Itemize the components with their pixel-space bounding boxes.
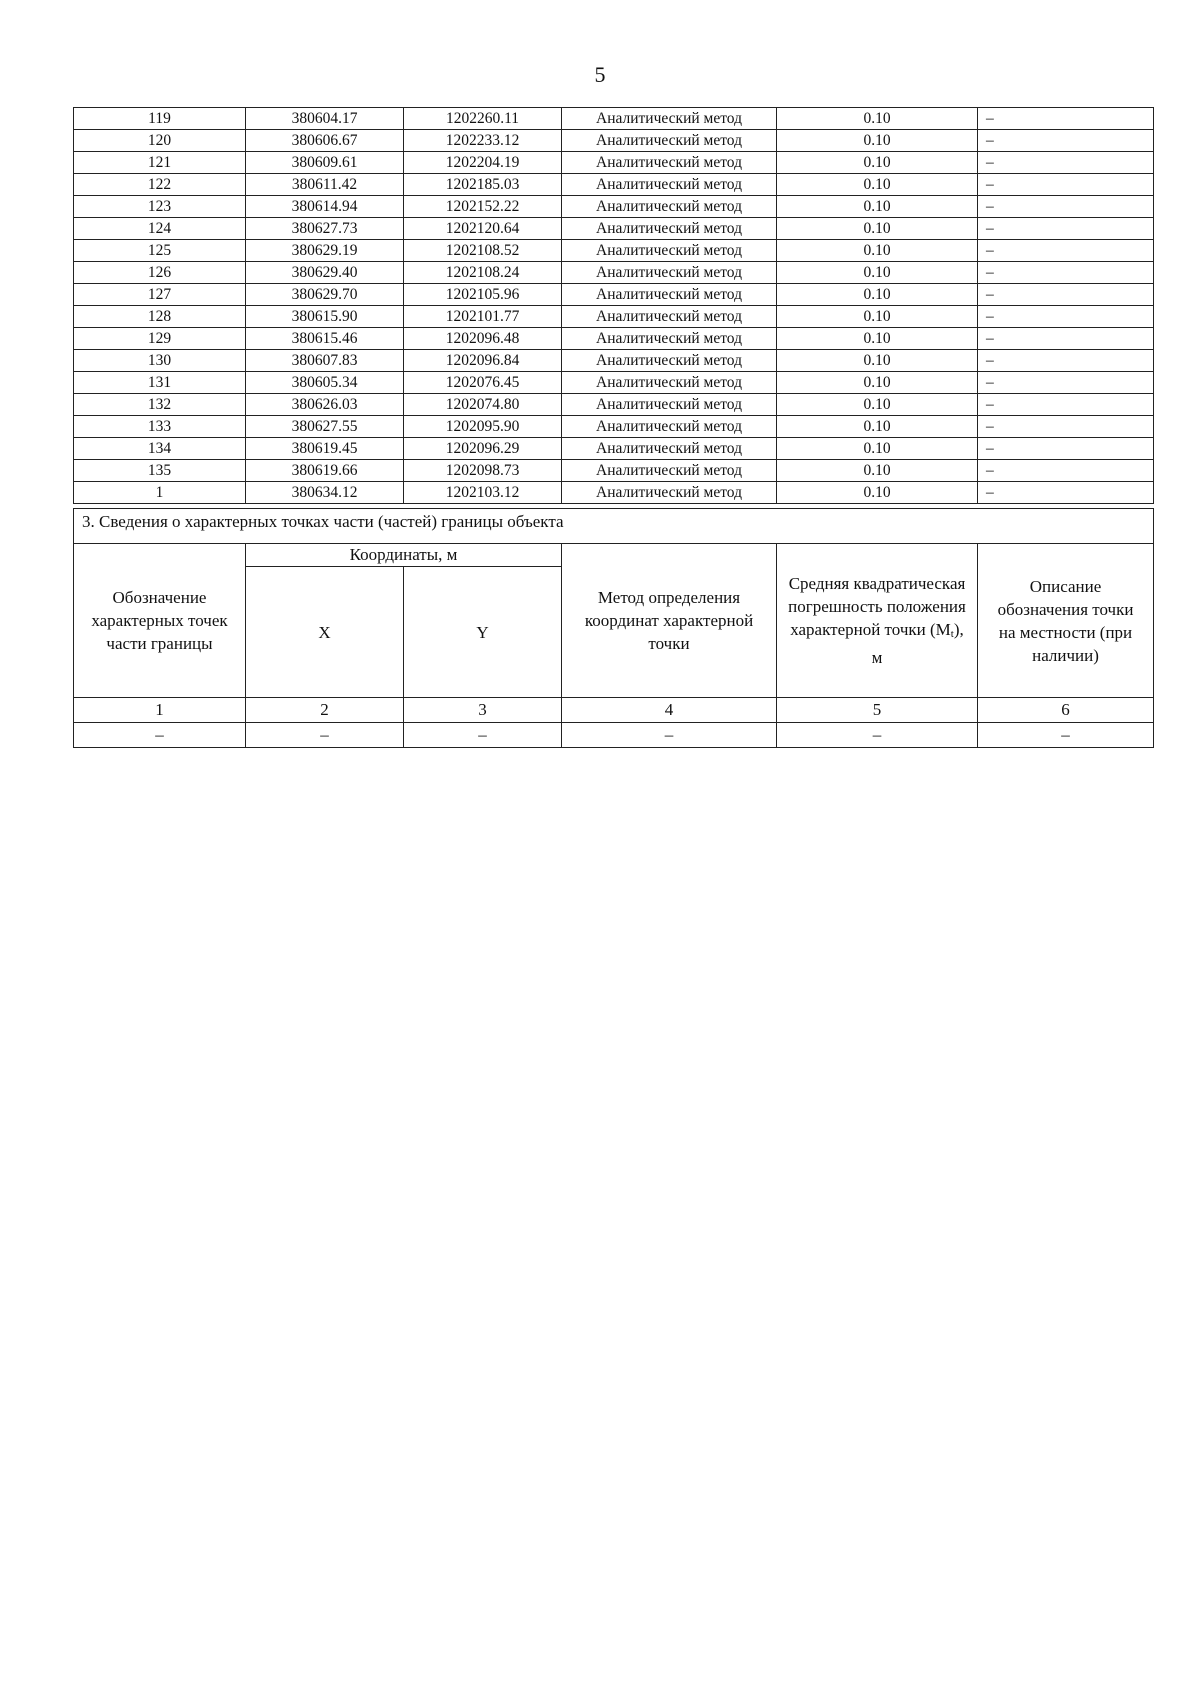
description-cell: –	[978, 240, 1154, 262]
point-number-cell: 133	[74, 416, 246, 438]
header-x: X	[246, 567, 404, 698]
point-number-cell: 125	[74, 240, 246, 262]
point-number-cell: 128	[74, 306, 246, 328]
table-row	[74, 262, 1154, 284]
description-cell: –	[978, 152, 1154, 174]
coord-y-cell: 1202185.03	[404, 174, 562, 196]
accuracy-cell: 0.10	[777, 108, 978, 130]
coord-x-cell: 380634.12	[246, 482, 404, 504]
table-row	[74, 284, 1154, 306]
method-cell: Аналитический метод	[562, 460, 777, 482]
description-cell: –	[978, 460, 1154, 482]
method-cell: Аналитический метод	[562, 284, 777, 306]
column-number: 6	[978, 698, 1154, 723]
coord-x-cell: 380606.67	[246, 130, 404, 152]
method-cell: Аналитический метод	[562, 218, 777, 240]
coord-y-cell: 1202095.90	[404, 416, 562, 438]
header-y: Y	[404, 567, 562, 698]
point-number-cell: 122	[74, 174, 246, 196]
description-cell: –	[978, 174, 1154, 196]
table-row	[74, 196, 1154, 218]
header-row-1	[74, 544, 1154, 567]
coord-x-cell: 380607.83	[246, 350, 404, 372]
header-designation: Обозначение характерных точек части границы	[74, 544, 246, 698]
accuracy-cell: 0.10	[777, 130, 978, 152]
point-number-cell: 121	[74, 152, 246, 174]
page-number: 5	[594, 62, 606, 87]
accuracy-cell: 0.10	[777, 284, 978, 306]
method-cell: Аналитический метод	[562, 174, 777, 196]
coord-y-cell: 1202108.52	[404, 240, 562, 262]
coord-y-cell: 1202233.12	[404, 130, 562, 152]
table-row	[74, 372, 1154, 394]
header-accuracy	[777, 544, 978, 698]
description-cell: –	[978, 328, 1154, 350]
point-number-cell: 132	[74, 394, 246, 416]
table-row	[74, 152, 1154, 174]
table-row	[74, 328, 1154, 350]
method-cell: Аналитический метод	[562, 262, 777, 284]
table-row	[74, 306, 1154, 328]
header-accuracy-tail: ), м	[871, 620, 964, 667]
description-cell: –	[978, 416, 1154, 438]
coord-x-cell: 380615.46	[246, 328, 404, 350]
accuracy-cell: 0.10	[777, 262, 978, 284]
method-cell: Аналитический метод	[562, 350, 777, 372]
method-cell: Аналитический метод	[562, 394, 777, 416]
coord-x-cell: 380627.73	[246, 218, 404, 240]
column-number: 2	[246, 698, 404, 723]
point-number-cell: 127	[74, 284, 246, 306]
coord-x-cell: 380609.61	[246, 152, 404, 174]
coord-y-cell: 1202108.24	[404, 262, 562, 284]
coord-x-cell: 380604.17	[246, 108, 404, 130]
method-cell: Аналитический метод	[562, 130, 777, 152]
point-number-cell: 119	[74, 108, 246, 130]
table-row	[74, 174, 1154, 196]
accuracy-cell: 0.10	[777, 460, 978, 482]
table-row	[74, 218, 1154, 240]
table-row	[74, 240, 1154, 262]
header-coordinates: Координаты, м	[246, 544, 562, 567]
header-accuracy-subscript: t	[950, 628, 954, 640]
column-number: 1	[74, 698, 246, 723]
table-cell: –	[246, 723, 404, 748]
table-cell: –	[777, 723, 978, 748]
table-cell: –	[74, 723, 246, 748]
method-cell: Аналитический метод	[562, 196, 777, 218]
boundary-points-body	[74, 108, 1154, 504]
table-row	[74, 130, 1154, 152]
accuracy-cell: 0.10	[777, 438, 978, 460]
header-accuracy-main: Средняя квадратическая погрешность положения характерной точки (M	[788, 574, 966, 639]
coord-y-cell: 1202260.11	[404, 108, 562, 130]
coord-y-cell: 1202076.45	[404, 372, 562, 394]
method-cell: Аналитический метод	[562, 108, 777, 130]
method-cell: Аналитический метод	[562, 306, 777, 328]
point-number-cell: 126	[74, 262, 246, 284]
accuracy-cell: 0.10	[777, 196, 978, 218]
coord-x-cell: 380619.66	[246, 460, 404, 482]
section-title-row	[74, 509, 1154, 544]
coord-y-cell: 1202096.48	[404, 328, 562, 350]
point-number-cell: 135	[74, 460, 246, 482]
table-cell: –	[562, 723, 777, 748]
description-cell: –	[978, 394, 1154, 416]
coord-y-cell: 1202152.22	[404, 196, 562, 218]
point-number-cell: 1	[74, 482, 246, 504]
accuracy-cell: 0.10	[777, 328, 978, 350]
table-cell: –	[404, 723, 562, 748]
table-row	[74, 350, 1154, 372]
coord-x-cell: 380629.19	[246, 240, 404, 262]
table-row	[74, 108, 1154, 130]
coord-x-cell: 380615.90	[246, 306, 404, 328]
column-number-row	[74, 698, 1154, 723]
point-number-cell: 124	[74, 218, 246, 240]
description-cell: –	[978, 218, 1154, 240]
table-cell: –	[978, 723, 1154, 748]
accuracy-cell: 0.10	[777, 416, 978, 438]
column-number: 4	[562, 698, 777, 723]
coord-x-cell: 380627.55	[246, 416, 404, 438]
accuracy-cell: 0.10	[777, 152, 978, 174]
accuracy-cell: 0.10	[777, 482, 978, 504]
method-cell: Аналитический метод	[562, 328, 777, 350]
coord-x-cell: 380629.40	[246, 262, 404, 284]
table-row	[74, 460, 1154, 482]
coord-x-cell: 380614.94	[246, 196, 404, 218]
accuracy-cell: 0.10	[777, 372, 978, 394]
description-cell: –	[978, 438, 1154, 460]
coord-y-cell: 1202105.96	[404, 284, 562, 306]
accuracy-cell: 0.10	[777, 218, 978, 240]
method-cell: Аналитический метод	[562, 372, 777, 394]
accuracy-cell: 0.10	[777, 350, 978, 372]
coord-x-cell: 380619.45	[246, 438, 404, 460]
table-row	[74, 394, 1154, 416]
coord-x-cell: 380611.42	[246, 174, 404, 196]
point-number-cell: 134	[74, 438, 246, 460]
description-cell: –	[978, 196, 1154, 218]
accuracy-cell: 0.10	[777, 240, 978, 262]
method-cell: Аналитический метод	[562, 438, 777, 460]
description-cell: –	[978, 262, 1154, 284]
method-cell: Аналитический метод	[562, 482, 777, 504]
description-cell: –	[978, 284, 1154, 306]
part-data-row	[74, 723, 1154, 748]
coord-y-cell: 1202103.12	[404, 482, 562, 504]
table-row	[74, 416, 1154, 438]
accuracy-cell: 0.10	[777, 394, 978, 416]
point-number-cell: 130	[74, 350, 246, 372]
coord-x-cell: 380605.34	[246, 372, 404, 394]
section-title: 3. Сведения о характерных точках части (частей) границы объекта	[74, 509, 1154, 544]
coord-y-cell: 1202074.80	[404, 394, 562, 416]
coord-y-cell: 1202204.19	[404, 152, 562, 174]
point-number-cell: 129	[74, 328, 246, 350]
description-cell: –	[978, 350, 1154, 372]
coord-y-cell: 1202098.73	[404, 460, 562, 482]
header-description: Описание обозначения точки на местности (при наличии)	[978, 544, 1154, 698]
column-number: 5	[777, 698, 978, 723]
method-cell: Аналитический метод	[562, 240, 777, 262]
point-number-cell: 131	[74, 372, 246, 394]
coord-y-cell: 1202096.29	[404, 438, 562, 460]
description-cell: –	[978, 306, 1154, 328]
boundary-points-table	[73, 107, 1154, 504]
description-cell: –	[978, 372, 1154, 394]
table-row	[74, 438, 1154, 460]
description-cell: –	[978, 482, 1154, 504]
coord-x-cell: 380626.03	[246, 394, 404, 416]
column-number: 3	[404, 698, 562, 723]
method-cell: Аналитический метод	[562, 416, 777, 438]
accuracy-cell: 0.10	[777, 306, 978, 328]
description-cell: –	[978, 130, 1154, 152]
table-row	[74, 482, 1154, 504]
accuracy-cell: 0.10	[777, 174, 978, 196]
part-boundary-table	[73, 508, 1154, 748]
point-number-cell: 123	[74, 196, 246, 218]
point-number-cell: 120	[74, 130, 246, 152]
coord-y-cell: 1202096.84	[404, 350, 562, 372]
coord-x-cell: 380629.70	[246, 284, 404, 306]
header-method: Метод определения координат характерной точки	[562, 544, 777, 698]
description-cell: –	[978, 108, 1154, 130]
coord-y-cell: 1202101.77	[404, 306, 562, 328]
method-cell: Аналитический метод	[562, 152, 777, 174]
coord-y-cell: 1202120.64	[404, 218, 562, 240]
